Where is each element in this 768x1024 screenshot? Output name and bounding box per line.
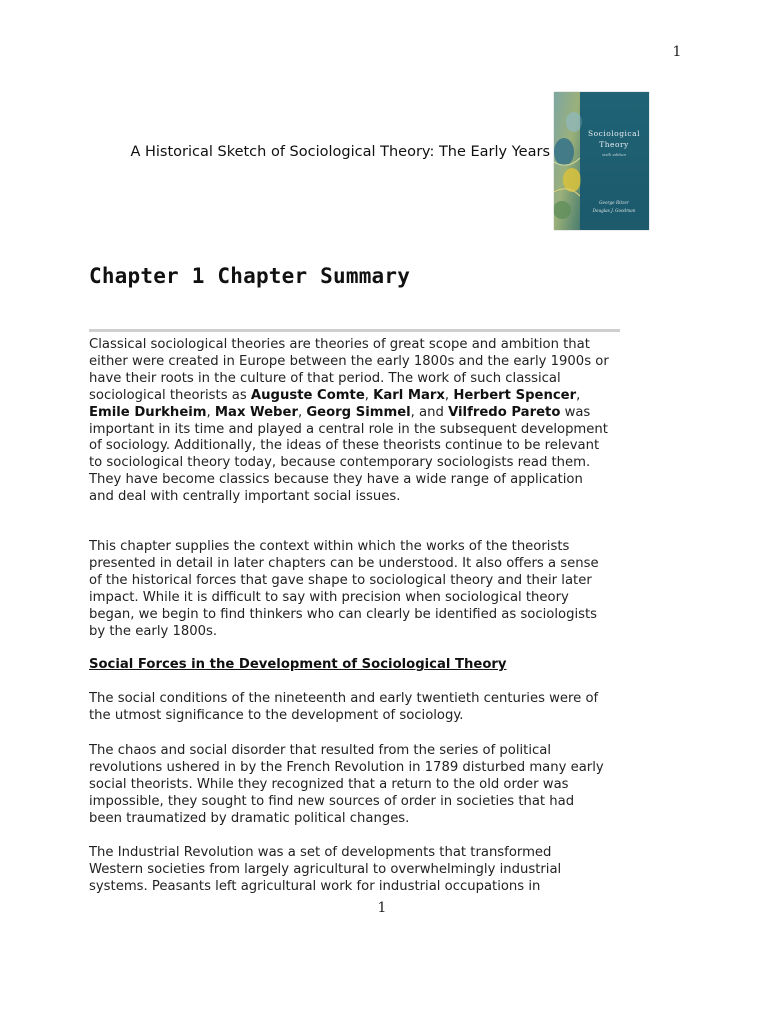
paragraph-2: This chapter supplies the context within which the works of the theorists presented in detail in later chapters can be understood. It also offers a sense of the historical forces that gave shape to sociological theory and their later impact. While it is difficult to say with precision when sociological theory began, we begin to find thinkers who can clearly be identified as sociologists by the early 1800s. <box>89 539 599 639</box>
name-auguste-comte: Auguste Comte <box>250 387 365 403</box>
name-karl-marx: Karl Marx <box>373 387 445 403</box>
paragraph-3: The social conditions of the nineteenth and early twentieth centuries were of the utmost significance to the development of sociology. <box>89 691 599 723</box>
cover-edition: sixth edition <box>602 152 626 157</box>
cover-author1: George Ritzer <box>599 200 629 205</box>
page-number-top: 1 <box>672 44 682 60</box>
chapter-heading: Chapter 1 Chapter Summary <box>89 264 411 288</box>
cover-author2: Douglas J. Goodman <box>592 208 636 213</box>
paragraph-5: The Industrial Revolution was a set of developments that transformed Western societies from largely agricultural to overwhelmingly industrial systems. Peasants left agricultural work for industrial occupations in <box>89 845 562 894</box>
cover-title-line1: Sociological <box>588 129 640 138</box>
horizontal-rule <box>89 329 620 332</box>
page-number-bottom: 1 <box>377 900 387 916</box>
paragraph-1: Classical sociological theories are theories of great scope and ambition that either were created in Europe between the early 1800s and the early 1900s or have their roots in the culture of that period. The work of such classical sociological theorists as Auguste Comte, Karl Marx, Herbert Spencer, Emile Durkheim, Max Weber, Georg Simmel, and Vilfredo Pareto was important in its time and played a central role in the subsequent development of sociology. Additionally, the ideas of these theorists continue to be relevant to sociological theory today, because contemporary sociologists read them. They have become classics because they have a wide range of application and deal with centrally important social issues. <box>89 337 609 505</box>
section-heading: Social Forces in the Development of Sociological Theory <box>89 657 507 672</box>
name-emile-durkheim: Emile Durkheim <box>89 404 207 420</box>
name-georg-simmel: Georg Simmel <box>306 404 411 420</box>
document-title: A Historical Sketch of Sociological Theory: The Early Years <box>130 144 550 160</box>
name-vilfredo-pareto: Vilfredo Pareto <box>448 404 561 420</box>
name-max-weber: Max Weber <box>214 404 298 420</box>
cover-title-line2: Theory <box>599 140 629 149</box>
paragraph-4: The chaos and social disorder that resulted from the series of political revolutions ushered in by the French Revolution in 1789 disturbed many early social theorists. While they recognized that a return to the old order was impossible, they sought to find new sources of order in societies that had been traumatized by dramatic political changes. <box>89 743 604 826</box>
name-herbert-spencer: Herbert Spencer <box>453 387 577 403</box>
book-cover-image <box>554 92 649 230</box>
